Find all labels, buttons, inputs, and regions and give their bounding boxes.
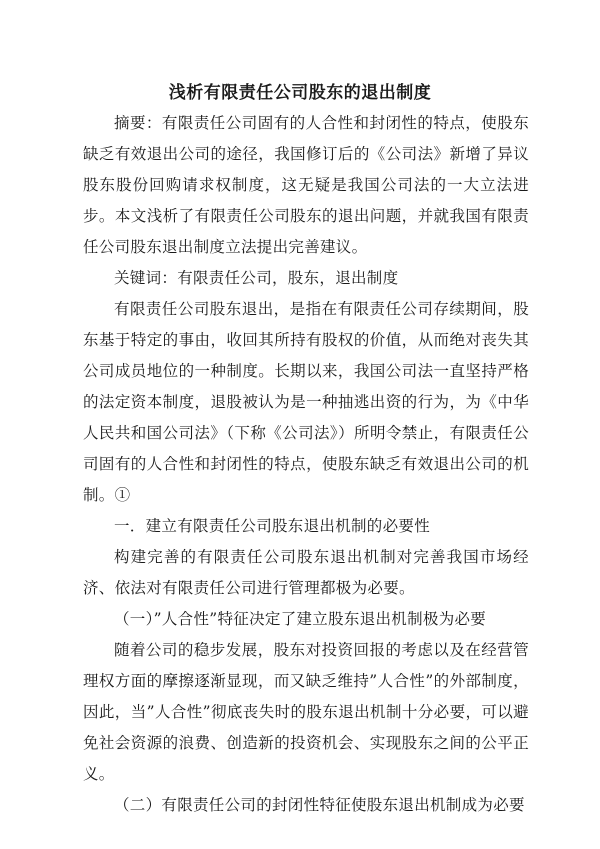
section-heading-1: 一．建立有限责任公司股东退出机制的必要性 [114, 517, 431, 535]
abstract-paragraph: 摘要：有限责任公司固有的人合性和封闭性的特点，使股东缺乏有效退出公司的途径，我国修订后的《公司法》新增了异议股东股份回购请求权制度，这无疑是我国公司法的一大立法进步。本文浅析了有限责任公司股东的退出问题，并就我国有限责任公司股东退出制度立法提出完善建议。 [83, 114, 529, 256]
document-title: 浅析有限责任公司股东的退出制度 [168, 83, 432, 103]
subsection-heading-1: （一）”人合性”特征决定了建立股东退出机制极为必要 [114, 610, 487, 628]
section-paragraph-1: 构建完善的有限责任公司股东退出机制对完善我国市场经济、依法对有限责任公司进行管理都极为必要。 [83, 548, 529, 597]
keywords-line: 关键词：有限责任公司，股东，退出制度 [114, 269, 399, 287]
intro-paragraph: 有限责任公司股东退出，是指在有限责任公司存续期间，股东基于特定的事由，收回其所持有股权的价值，从而绝对丧失其公司成员地位的一种制度。长期以来，我国公司法一直坚持严格的法定资本制度，退股被认为是一种抽逃出资的行为，为《中华人民共和国公司法》（下称《公司法》）所明令禁止，有限责任公司固有的人合性和封闭性的特点，使股东缺乏有效退出公司的机制。① [83, 300, 529, 504]
subsection-paragraph-1: 随着公司的稳步发展，股东对投资回报的考虑以及在经营管理权方面的摩擦逐渐显现，而又缺乏维持”人合性”的外部制度，因此，当”人合性”彻底丧失时的股东退出机制十分必要，可以避免社会资源的浪费、创造新的投资机会、实现股东之间的公平正义。 [83, 641, 529, 783]
document-body [83, 108, 529, 821]
subsection-heading-2: （二）有限责任公司的封闭性特征使股东退出机制成为必要 [114, 796, 525, 814]
